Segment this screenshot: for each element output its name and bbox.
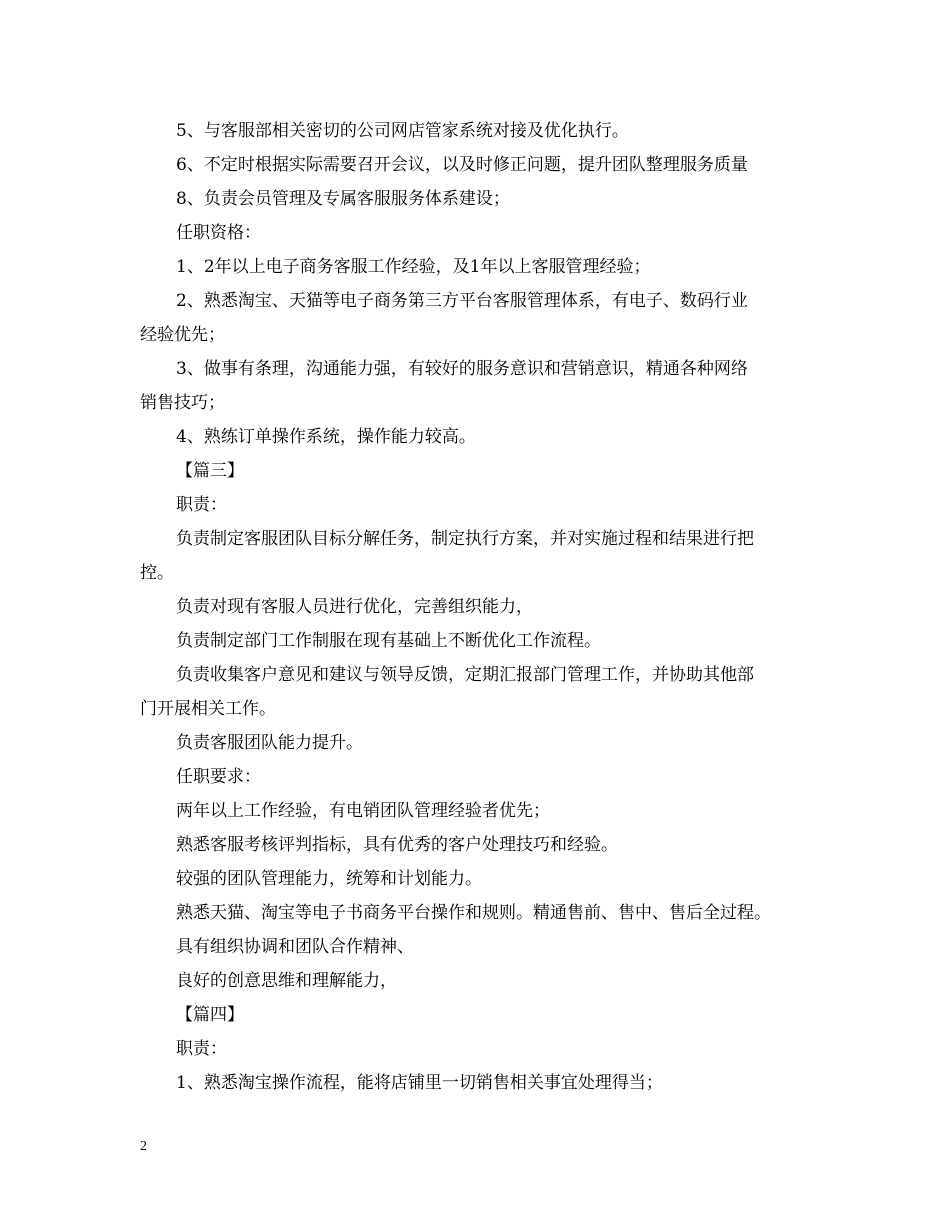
text-line: 负责制定客服团队目标分解任务，制定执行方案，并对实施过程和结果进行把 xyxy=(176,529,754,549)
text-line: 1、熟悉淘宝操作流程，能将店铺里一切销售相关事宜处理得当； xyxy=(176,1073,663,1093)
section-label: 职责： xyxy=(176,1039,227,1059)
page-number: 2 xyxy=(140,1139,147,1154)
text-line: 良好的创意思维和理解能力， xyxy=(176,971,397,991)
text-line: 3、做事有条理，沟通能力强，有较好的服务意识和营销意识，精通各种网络 xyxy=(176,359,748,379)
text-line: 具有组织协调和团队合作精神、 xyxy=(176,937,414,957)
text-line-continuation: 经验优先； xyxy=(140,325,225,345)
section-heading: 【篇三】 xyxy=(176,461,244,481)
section-label: 任职要求： xyxy=(176,767,261,787)
text-line: 负责制定部门工作制服在现有基础上不断优化工作流程。 xyxy=(176,631,601,651)
text-line: 1、2年以上电子商务客服工作经验，及1年以上客服管理经验； xyxy=(176,257,651,277)
text-line: 6、不定时根据实际需要召开会议，以及时修正问题，提升团队整理服务质量 xyxy=(176,155,748,175)
text-line: 熟悉天猫、淘宝等电子书商务平台操作和规则。精通售前、售中、售后全过程。 xyxy=(176,903,771,923)
text-line: 负责收集客户意见和建议与领导反馈，定期汇报部门管理工作，并协助其他部 xyxy=(176,665,754,685)
section-label: 任职资格： xyxy=(176,223,261,243)
text-line-continuation: 控。 xyxy=(140,563,174,583)
text-line: 熟悉客服考核评判指标，具有优秀的客户处理技巧和经验。 xyxy=(176,835,618,855)
text-line: 4、熟练订单操作系统，操作能力较高。 xyxy=(176,427,476,447)
section-label: 职责： xyxy=(176,495,227,515)
text-line-continuation: 门开展相关工作。 xyxy=(140,699,276,719)
text-line: 负责对现有客服人员进行优化，完善组织能力， xyxy=(176,597,533,617)
text-line: 8、负责会员管理及专属客服服务体系建设； xyxy=(176,189,510,209)
text-line: 负责客服团队能力提升。 xyxy=(176,733,363,753)
text-line: 较强的团队管理能力，统筹和计划能力。 xyxy=(176,869,482,889)
text-line: 两年以上工作经验，有电销团队管理经验者优先； xyxy=(176,801,550,821)
text-line: 5、与客服部相关密切的公司网店管家系统对接及优化执行。 xyxy=(176,121,629,141)
text-line: 2、熟悉淘宝、天猫等电子商务第三方平台客服管理体系，有电子、数码行业 xyxy=(176,291,748,311)
section-heading: 【篇四】 xyxy=(176,1005,244,1025)
text-line-continuation: 销售技巧； xyxy=(140,393,225,413)
